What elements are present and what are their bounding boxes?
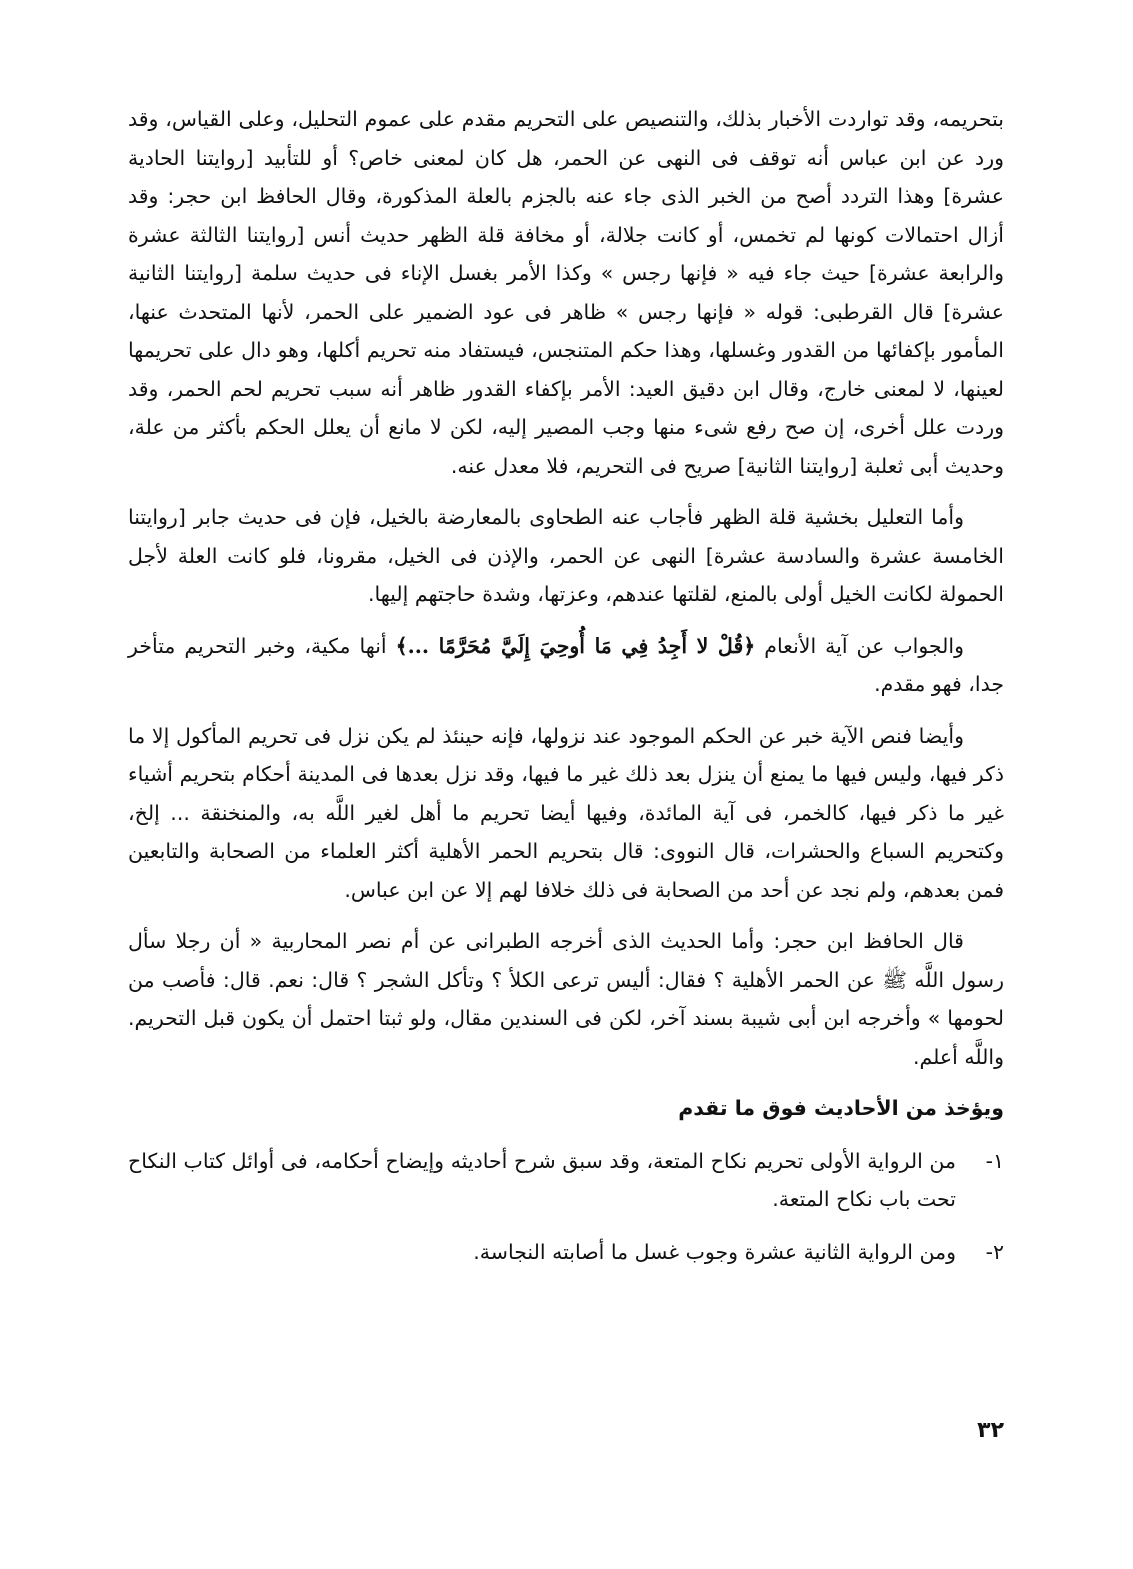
list-item [128,1142,1004,1219]
document-page [128,100,1004,1285]
list-item-number: ٢- [985,1239,1004,1264]
ayah-paragraph-after: أنها مكية، وخبر التحريم متأخر جدا، فهو مقدم. [128,633,1004,696]
body-paragraph-1: بتحريمه، وقد تواردت الأخبار بذلك، والتنصيص على التحريم مقدم على عموم التحليل، وعلى القياس، وقد ورد عن ابن عباس أنه توقف فى النهى عن الحمر، هل كان لمعنى خاص؟ أو للتأبيد [روايتنا الحادية عشرة] وهذا التردد أصح من الخبر الذى جاء عنه بالجزم بالعلة المذكورة، وقال الحافظ ابن حجر: وقد أزال احتمالات كونها لم تخمس، أو كانت جلالة، أو مخافة قلة الظهر حديث أنس [روايتنا الثالثة عشرة والرابعة عشرة] حيث جاء فيه « فإنها رجس » وكذا الأمر بغسل الإناء فى حديث سلمة [روايتنا الثانية عشرة] قال القرطبى: قوله « فإنها رجس » ظاهر فى عود الضمير على الحمر، لأنها المتحدث عنها، المأمور بإكفائها من القدور وغسلها، وهذا حكم المتنجس، فيستفاد منه تحريم أكلها، وهو دال على تحريمها لعينها، لا لمعنى خارج، وقال ابن دقيق العيد: الأمر بإكفاء القدور ظاهر أنه سبب تحريم لحم الحمر، وقد وردت علل أخرى، إن صح رفع شىء منها وجب المصير إليه، لكن لا مانع أن يعلل الحكم بأكثر من علة، وحديث أبى ثعلبة [روايتنا الثانية] صريح فى التحريم، فلا معدل عنه. [128,107,1004,478]
section-heading: ويؤخذ من الأحاديث فوق ما تقدم [678,1096,1004,1120]
page-number: ٣٢ [977,1418,1004,1443]
ayah-paragraph-before: والجواب عن آية الأنعام [755,633,965,658]
list-item [128,1233,1004,1272]
body-paragraph-ayah [128,627,1004,704]
body-paragraph-3: وأيضا فنص الآية خبر عن الحكم الموجود عند نزولها، فإنه حينئذ لم يكن نزل فى تحريم المأكول إلا ما ذكر فيها، وليس فيها ما يمنع أن ينزل بعد ذلك غير ما فيها، وقد نزل بعدها فى المدينة أحكام بتحريم أشياء غير ما ذكر فيها، كالخمر، فى آية المائدة، وفيها أيضا تحريم ما أهل لغير اللَّه به، والمنخنقة ... إلخ، وكتحريم السباع والحشرات، قال النووى: قال بتحريم الحمر الأهلية أكثر العلماء من الصحابة والتابعين فمن بعدهم، ولم نجد عن أحد من الصحابة فى ذلك خلافا لهم إلا عن ابن عباس. [128,723,1004,902]
list-item-text: ومن الرواية الثانية عشرة وجوب غسل ما أصابته النجاسة. [473,1239,956,1264]
body-paragraph-2: وأما التعليل بخشية قلة الظهر فأجاب عنه الطحاوى بالمعارضة بالخيل، فإن فى حديث جابر [روايتنا الخامسة عشرة والسادسة عشرة] النهى عن الحمر، والإذن فى الخيل، مقرونا، فلو كانت العلة لأجل الحمولة لكانت الخيل أولى بالمنع، لقلتها عندهم، وعزتها، وشدة حاجتهم إليها. [128,505,1004,606]
list-item-number: ١- [985,1148,1004,1173]
rulings-list [128,1142,1004,1272]
list-item-text: من الرواية الأولى تحريم نكاح المتعة، وقد سبق شرح أحاديثه وإيضاح أحكامه، فى أوائل كتاب النكاح تحت باب نكاح المتعة. [128,1148,956,1211]
quran-verse: ﴿قُلْ لا أَجِدُ فِي مَا أُوحِيَ إِلَيَّ مُحَرَّمًا ...﴾ [395,633,756,658]
body-paragraph-4: قال الحافظ ابن حجر: وأما الحديث الذى أخرجه الطبرانى عن أم نصر المحاربية « أن رجلا سأل رسول اللَّه ﷺ عن الحمر الأهلية ؟ فقال: أليس ترعى الكلأ ؟ وتأكل الشجر ؟ قال: نعم. قال: فأصب من لحومها » وأخرجه ابن أبى شيبة بسند آخر، لكن فى السندين مقال، ولو ثبتا احتمل أن يكون قبل التحريم. واللَّه أعلم. [128,929,1004,1069]
